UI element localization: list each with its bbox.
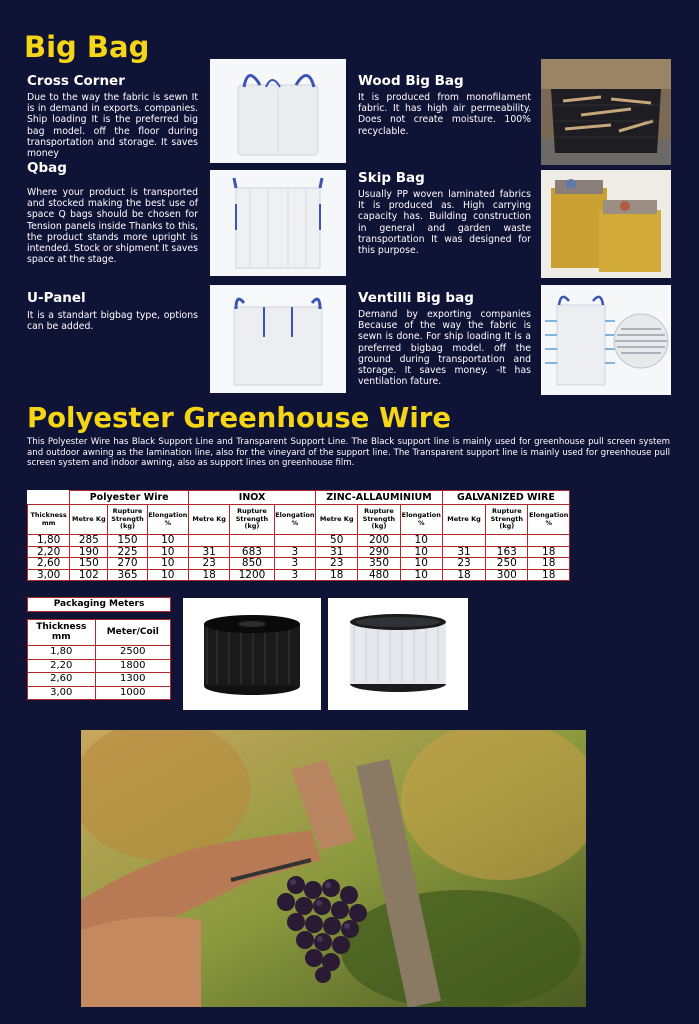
table-cell: 18 bbox=[528, 569, 570, 581]
column-header: Metre Kg bbox=[70, 505, 108, 535]
wood-big-bag-text: It is produced from monofilament fabric. It has high air permeability. Does not create moisture. 100% recyclable. bbox=[358, 92, 531, 137]
table-cell bbox=[189, 535, 230, 547]
column-header: Metre Kg bbox=[316, 505, 358, 535]
cross-corner-bag-image bbox=[210, 59, 346, 163]
table-cell: 23 bbox=[189, 558, 230, 570]
table-cell: 31 bbox=[189, 546, 230, 558]
table-cell bbox=[528, 535, 570, 547]
table-row bbox=[28, 686, 171, 700]
table-cell: 18 bbox=[528, 546, 570, 558]
table-cell: 50 bbox=[316, 535, 358, 547]
ventilli-big-bag-image bbox=[541, 285, 671, 395]
ventilli-big-bag-text: Demand by exporting companies Because of the way the fabric is sewn is done. For ship loading It is a preferred bigbag model. off the ground during transportation and storage. It saves money. -It has ventilation fature. bbox=[358, 309, 531, 388]
table-cell bbox=[442, 535, 485, 547]
table-cell: 1800 bbox=[95, 659, 170, 673]
wire-title: Polyester Greenhouse Wire bbox=[27, 402, 451, 434]
column-header: Metre Kg bbox=[442, 505, 485, 535]
column-header: Elongation % bbox=[274, 505, 315, 535]
qbag-image bbox=[210, 170, 346, 276]
table-cell: 18 bbox=[316, 569, 358, 581]
table-cell: 10 bbox=[147, 535, 188, 547]
table-row bbox=[28, 673, 171, 687]
table-cell: 10 bbox=[147, 569, 188, 581]
table-cell: 23 bbox=[316, 558, 358, 570]
column-header: Thickness mm bbox=[28, 505, 70, 535]
qbag-text: Where your product is transported and stocked making the best use of space Q bags should be chosen for Tension panels inside Thanks to this, the product stands more upright is intended. Stock or shipment It saves space at the stage. bbox=[27, 187, 198, 266]
table-cell: 10 bbox=[147, 546, 188, 558]
column-header: Rupture Strength (kg) bbox=[108, 505, 147, 535]
table-row bbox=[28, 569, 570, 581]
packaging-title: Packaging Meters bbox=[27, 597, 171, 612]
group-polyester-wire: Polyester Wire bbox=[70, 491, 189, 505]
big-bag-title: Big Bag bbox=[24, 30, 150, 64]
wire-spec-table bbox=[27, 490, 570, 581]
table-cell: 850 bbox=[230, 558, 274, 570]
table-cell: 300 bbox=[486, 569, 528, 581]
skip-bag-text: Usually PP woven laminated fabrics It is produced as. High carrying capacity has. Building construction in general and garden waste transportation It was designed for this purpose. bbox=[358, 189, 531, 257]
table-row bbox=[28, 535, 570, 547]
column-header: Thickness mm bbox=[28, 620, 96, 646]
u-panel-text: It is a standart bigbag type, options can be added. bbox=[27, 310, 198, 333]
table-cell: 1,80 bbox=[28, 535, 70, 547]
skip-bag-image bbox=[541, 170, 671, 278]
table-cell: 10 bbox=[400, 569, 442, 581]
table-cell bbox=[486, 535, 528, 547]
table-cell: 1200 bbox=[230, 569, 274, 581]
table-cell: 3 bbox=[274, 569, 315, 581]
table-cell: 31 bbox=[442, 546, 485, 558]
group-zinc-allauminium: ZINC-ALLAUMINIUM bbox=[316, 491, 443, 505]
table-cell: 1000 bbox=[95, 686, 170, 700]
table-cell: 10 bbox=[400, 535, 442, 547]
column-header: Metre Kg bbox=[189, 505, 230, 535]
table-cell: 225 bbox=[108, 546, 147, 558]
table-cell: 31 bbox=[316, 546, 358, 558]
table-cell: 2,20 bbox=[28, 659, 96, 673]
table-cell: 150 bbox=[108, 535, 147, 547]
column-header: Elongation % bbox=[147, 505, 188, 535]
u-panel-bag-image bbox=[210, 285, 346, 393]
table-cell: 3 bbox=[274, 558, 315, 570]
table-cell: 250 bbox=[486, 558, 528, 570]
table-cell: 270 bbox=[108, 558, 147, 570]
cross-corner-heading: Cross Corner bbox=[27, 73, 125, 89]
table-cell: 18 bbox=[528, 558, 570, 570]
wood-big-bag-image bbox=[541, 59, 671, 165]
packaging-table bbox=[27, 619, 171, 700]
column-header: Elongation % bbox=[528, 505, 570, 535]
table-row bbox=[28, 659, 171, 673]
table-cell: 365 bbox=[108, 569, 147, 581]
transparent-wire-coil-image bbox=[328, 598, 468, 710]
table-cell: 480 bbox=[358, 569, 400, 581]
table-cell: 18 bbox=[189, 569, 230, 581]
column-header: Rupture Strength (kg) bbox=[358, 505, 400, 535]
table-cell: 3,00 bbox=[28, 686, 96, 700]
table-row bbox=[28, 646, 171, 660]
table-row bbox=[28, 546, 570, 558]
group-galvanized-wire: GALVANIZED WIRE bbox=[442, 491, 569, 505]
group-inox: INOX bbox=[189, 491, 316, 505]
table-cell bbox=[230, 535, 274, 547]
column-header: Rupture Strength (kg) bbox=[486, 505, 528, 535]
table-cell: 2,60 bbox=[28, 673, 96, 687]
table-cell: 150 bbox=[70, 558, 108, 570]
qbag-heading: Qbag bbox=[27, 160, 67, 176]
table-cell: 350 bbox=[358, 558, 400, 570]
table-cell: 102 bbox=[70, 569, 108, 581]
cross-corner-text: Due to the way the fabric is sewn It is in demand in exports. companies. Ship loading It is the preferred big bag model. off the floor during transportation and storage. It saves money bbox=[27, 92, 198, 160]
column-header: Rupture Strength (kg) bbox=[230, 505, 274, 535]
table-cell: 1,80 bbox=[28, 646, 96, 660]
table-cell: 10 bbox=[400, 546, 442, 558]
skip-bag-heading: Skip Bag bbox=[358, 170, 425, 186]
table-row bbox=[28, 558, 570, 570]
table-cell: 285 bbox=[70, 535, 108, 547]
column-header: Meter/Coil bbox=[95, 620, 170, 646]
table-cell: 200 bbox=[358, 535, 400, 547]
table-cell: 23 bbox=[442, 558, 485, 570]
table-cell: 3,00 bbox=[28, 569, 70, 581]
wire-description: This Polyester Wire has Black Support Line and Transparent Support Line. The Black support line is mainly used for greenhouse pull screen system and outdoor awning as the lamination line, also for the vineyard of the support line. The Transparent support line is mainly used for greenhouse pull screen system and indoor awning, also as support lines on greenhouse film. bbox=[27, 437, 670, 469]
table-cell: 10 bbox=[147, 558, 188, 570]
black-wire-coil-image bbox=[183, 598, 321, 710]
table-cell: 1300 bbox=[95, 673, 170, 687]
column-header: Elongation % bbox=[400, 505, 442, 535]
table-cell: 290 bbox=[358, 546, 400, 558]
vineyard-grapes-image bbox=[81, 730, 586, 1007]
table-cell: 2,20 bbox=[28, 546, 70, 558]
table-cell: 3 bbox=[274, 546, 315, 558]
table-cell bbox=[274, 535, 315, 547]
ventilli-big-bag-heading: Ventilli Big bag bbox=[358, 290, 474, 306]
table-cell: 163 bbox=[486, 546, 528, 558]
table-cell: 2,60 bbox=[28, 558, 70, 570]
table-cell: 10 bbox=[400, 558, 442, 570]
u-panel-heading: U-Panel bbox=[27, 290, 86, 306]
wood-big-bag-heading: Wood Big Bag bbox=[358, 73, 464, 89]
table-cell: 2500 bbox=[95, 646, 170, 660]
table-cell: 190 bbox=[70, 546, 108, 558]
table-cell: 18 bbox=[442, 569, 485, 581]
table-cell: 683 bbox=[230, 546, 274, 558]
